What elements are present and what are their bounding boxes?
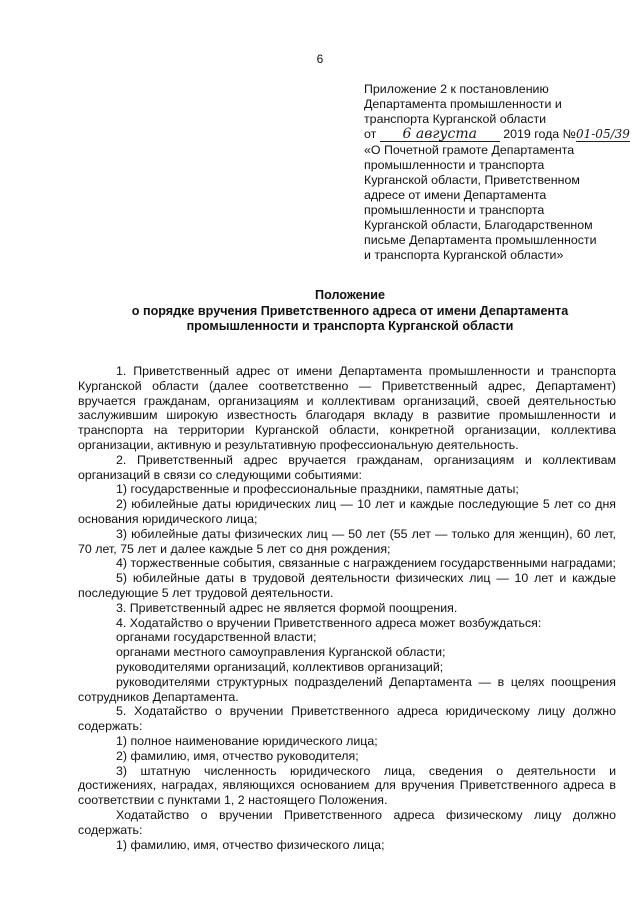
paragraph: 3. Приветственный адрес не является формой поощрения.: [116, 600, 458, 615]
paragraph: 1) фамилию, имя, отчество физического лица;: [116, 837, 385, 852]
title-line: промышленности и транспорта Курганской области: [186, 319, 514, 333]
page-number: 6: [316, 52, 324, 66]
title-line: Положение: [315, 288, 385, 302]
document-body: [78, 364, 616, 852]
appendix-header: [364, 82, 630, 263]
date-prefix: от: [364, 127, 377, 141]
appendix-subject-line: Курганской области, Благодарственном: [364, 218, 593, 232]
appendix-subject-line: адресе от имени Департамента: [364, 188, 547, 202]
appendix-line: Департамента промышленности и: [364, 97, 562, 111]
paragraph: 3) штатную численность юридического лица, сведения о деятельности и достижениях, наградах, являющихся основанием для вручения Приветственного адреса в соответствии с пунктами 1, 2 настоящего Положения.: [78, 763, 616, 808]
appendix-subject-line: Курганской области, Приветственном: [364, 173, 580, 187]
appendix-subject-line: письме Департамента промышленности: [364, 233, 597, 247]
paragraph: 5. Ходатайство о вручении Приветственного адреса юридическому лицу должно содержать:: [78, 704, 616, 734]
handwritten-doc-number: 01-05/39: [575, 127, 630, 141]
paragraph: 2. Приветственный адрес вручается гражданам, организациям и коллективам организаций в связи со следующими событиями:: [78, 452, 616, 482]
appendix-line: транспорта Курганской области: [364, 112, 547, 126]
document-title: [60, 288, 640, 335]
appendix-date-line: [364, 126, 630, 143]
paragraph: руководителями структурных подразделений Департамента — в целях поощрения сотрудников Департамента.: [78, 674, 616, 704]
paragraph: руководителями организаций, коллективов организаций;: [116, 659, 444, 674]
paragraph: 1) государственные и профессиональные праздники, памятные даты;: [116, 482, 519, 497]
paragraph: 2) юбилейные даты юридических лиц — 10 лет и каждые последующие 5 лет со дня основания юридического лица;: [78, 497, 616, 526]
title-line: о порядке вручения Приветственного адреса от имени Департамента: [131, 303, 569, 318]
paragraph: органами местного самоуправления Курганской области;: [116, 645, 446, 660]
paragraph: Ходатайство о вручении Приветственного адреса физическому лицу должно содержать:: [78, 807, 616, 837]
paragraph: органами государственной власти;: [116, 630, 317, 645]
paragraph: 3) юбилейные даты физических лиц — 50 лет (55 лет — только для женщин), 60 лет, 70 лет, 75 лет и далее каждые 5 лет со дня рождения;: [78, 526, 616, 556]
appendix-subject-line: промышленности и транспорта: [364, 203, 545, 217]
date-year-text: 2019 года №: [503, 127, 576, 141]
paragraph: 1. Приветственный адрес от имени Департамента промышленности и транспорта Курганской области (далее соответственно — Приветственный адрес, Департамент) вручается гражданам, организациям и коллективам организаций, своей деятельностью заслужившим широкую известность благодаря вкладу в развитие промышленности и транспорта на территории Курганской области, конкретной организации, коллектива организации, активную и результативную профессиональную деятельность.: [78, 364, 616, 452]
handwritten-date: 6 августа: [380, 128, 500, 142]
paragraph: 5) юбилейные даты в трудовой деятельности физических лиц — 10 лет и каждые последующие 5 лет трудовой деятельности.: [78, 571, 616, 600]
appendix-subject-line: «О Почетной грамоте Департамента: [364, 143, 575, 157]
paragraph: 4) торжественные события, связанные с награждением государственными наградами;: [116, 556, 616, 571]
paragraph: 1) полное наименование юридического лица;: [116, 733, 378, 748]
paragraph: 4. Ходатайство о вручении Приветственного адреса может возбуждаться:: [116, 615, 542, 630]
appendix-line: Приложение 2 к постановлению: [364, 82, 549, 96]
appendix-subject-line: и транспорта Курганской области»: [364, 248, 564, 262]
paragraph: 2) фамилию, имя, отчество руководителя;: [116, 748, 359, 763]
appendix-subject-line: промышленности и транспорта: [364, 158, 545, 172]
